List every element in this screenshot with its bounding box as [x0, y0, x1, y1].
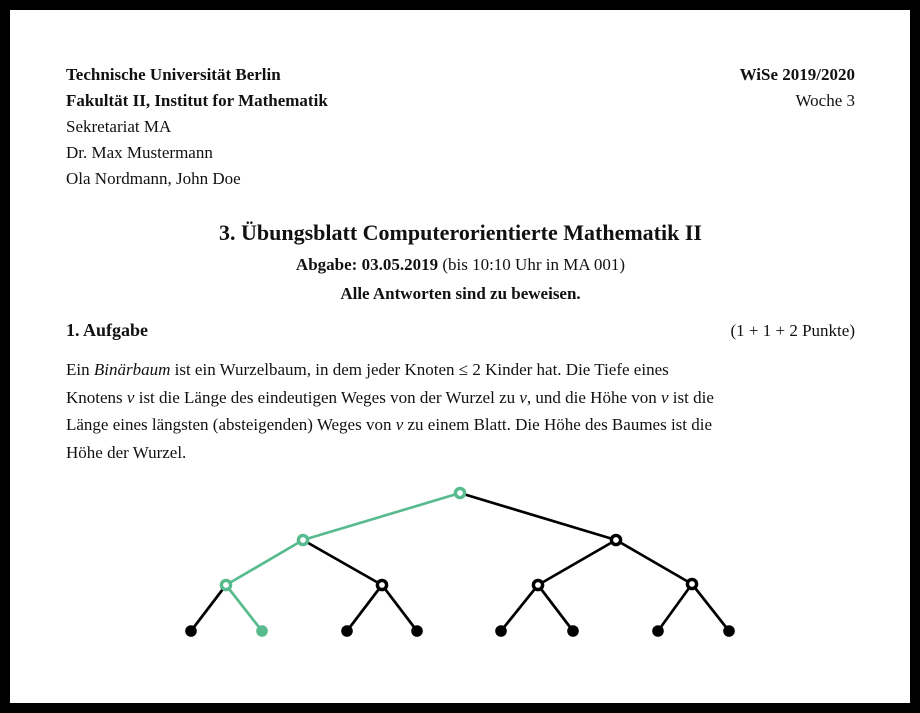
text-segment: v [126, 387, 135, 407]
header-right-line [740, 62, 855, 88]
header-right-block [740, 62, 855, 192]
proof-note: Alle Antworten sind zu beweisen. [340, 284, 581, 303]
header-right-line [740, 88, 855, 114]
document-header [66, 62, 855, 192]
header-left-line [66, 114, 328, 140]
text-segment: Ein [66, 360, 94, 379]
text-segment: ist die Länge des eindeutigen Weges von der Wurzel zu [134, 387, 520, 407]
text-segment: Binärbaum [93, 360, 171, 379]
text-segment: , und die Höhe von [526, 387, 661, 407]
sheet-content [10, 10, 910, 703]
header-left-line [66, 140, 328, 166]
task-paragraph [66, 356, 855, 466]
text-segment: Ola Nordmann, John Doe [66, 169, 241, 188]
text-segment: ist die [668, 387, 714, 407]
text-segment: Dr. Max Mustermann [66, 143, 213, 162]
text-segment: Woche 3 [795, 91, 855, 110]
text-segment: Sekretariat MA [66, 117, 172, 136]
paragraph-line [66, 411, 855, 439]
header-left-line [66, 166, 328, 192]
text-segment: v [661, 387, 669, 407]
text-segment: Höhe der Wurzel. [66, 442, 187, 462]
text-segment: Fakultät II, Institut for Mathematik [66, 91, 328, 110]
paragraph-line [66, 356, 855, 384]
text-segment: (bis 10:10 Uhr in MA 001) [438, 255, 626, 274]
task-points: (1 + 1 + 2 Punkte) [730, 321, 855, 340]
text-segment: ist ein Wurzelbaum, in dem jeder Knoten ≤ 2 Kinder hat. Die Tiefe eines [170, 360, 669, 379]
paragraph-line [66, 439, 855, 467]
text-segment: v [395, 415, 404, 434]
header-left-block [66, 62, 328, 192]
due-date-line [66, 252, 855, 278]
header-left-line [66, 88, 328, 114]
task-label: 1. Aufgabe [66, 320, 149, 340]
task-heading-row [66, 317, 855, 344]
text-segment: Länge eines längsten (absteigenden) Weges von [66, 415, 396, 434]
text-segment: v [519, 387, 527, 407]
sheet-title: 3. Übungsblatt Computerorientierte Mathematik II [219, 220, 702, 245]
text-segment: zu einem Blatt. Die Höhe des Baumes ist die [403, 415, 713, 434]
text-segment: WiSe 2019/2020 [739, 65, 855, 84]
header-left-line [66, 62, 328, 88]
text-segment: Abgabe: 03.05.2019 [295, 255, 439, 274]
text-segment: Technische Universität Berlin [66, 65, 281, 84]
text-segment: Knotens [66, 387, 127, 407]
paragraph-line [66, 384, 855, 412]
